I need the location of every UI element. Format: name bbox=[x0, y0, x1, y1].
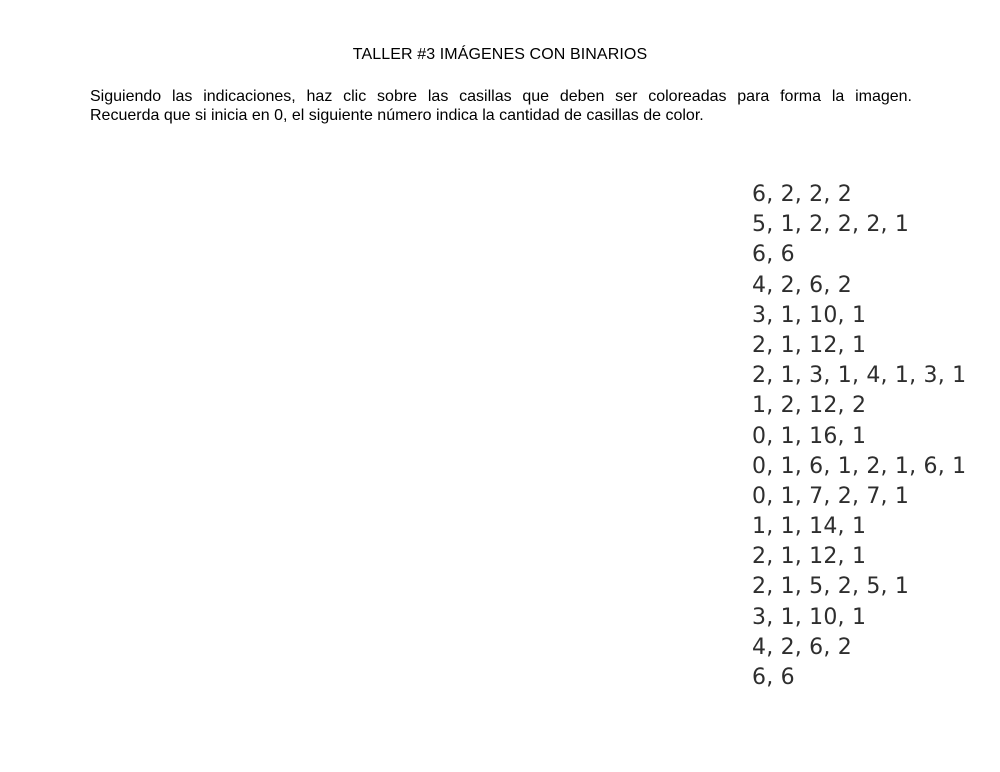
sequence-row-16: 4, 2, 6, 2 bbox=[752, 634, 852, 660]
sequence-row-14: 2, 1, 5, 2, 5, 1 bbox=[752, 574, 910, 600]
instructions-line-1: Siguiendo las indicaciones, haz clic sobre las casillas que deben ser coloreadas para forma la imagen. bbox=[90, 88, 912, 105]
sequence-row-17: 6, 6 bbox=[752, 665, 795, 690]
sequence-row-10: 0, 1, 6, 1, 2, 1, 6, 1 bbox=[752, 453, 967, 479]
sequence-row-6: 2, 1, 12, 1 bbox=[752, 332, 867, 358]
sequence-row-9: 0, 1, 16, 1 bbox=[752, 423, 867, 449]
sequence-row-8: 1, 2, 12, 2 bbox=[752, 393, 867, 419]
sequence-row-2: 5, 1, 2, 2, 2, 1 bbox=[752, 212, 910, 238]
sequence-row-13: 2, 1, 12, 1 bbox=[752, 544, 867, 570]
page-title: TALLER #3 IMÁGENES CON BINARIOS bbox=[352, 46, 648, 63]
sequence-row-12: 1, 1, 14, 1 bbox=[752, 514, 867, 540]
instructions bbox=[90, 87, 912, 125]
binary-sequence-list bbox=[752, 180, 966, 693]
sequence-row-4: 4, 2, 6, 2 bbox=[752, 272, 852, 298]
sequence-row-7: 2, 1, 3, 1, 4, 1, 3, 1 bbox=[752, 363, 967, 389]
sequence-row-11: 0, 1, 7, 2, 7, 1 bbox=[752, 483, 910, 509]
instructions-line-2: Recuerda que si inicia en 0, el siguiente número indica la cantidad de casillas de color. bbox=[90, 107, 704, 124]
sequence-row-1: 6, 2, 2, 2 bbox=[752, 182, 852, 207]
sequence-row-3: 6, 6 bbox=[752, 242, 795, 268]
sequence-row-15: 3, 1, 10, 1 bbox=[752, 604, 867, 630]
sequence-row-5: 3, 1, 10, 1 bbox=[752, 302, 867, 328]
